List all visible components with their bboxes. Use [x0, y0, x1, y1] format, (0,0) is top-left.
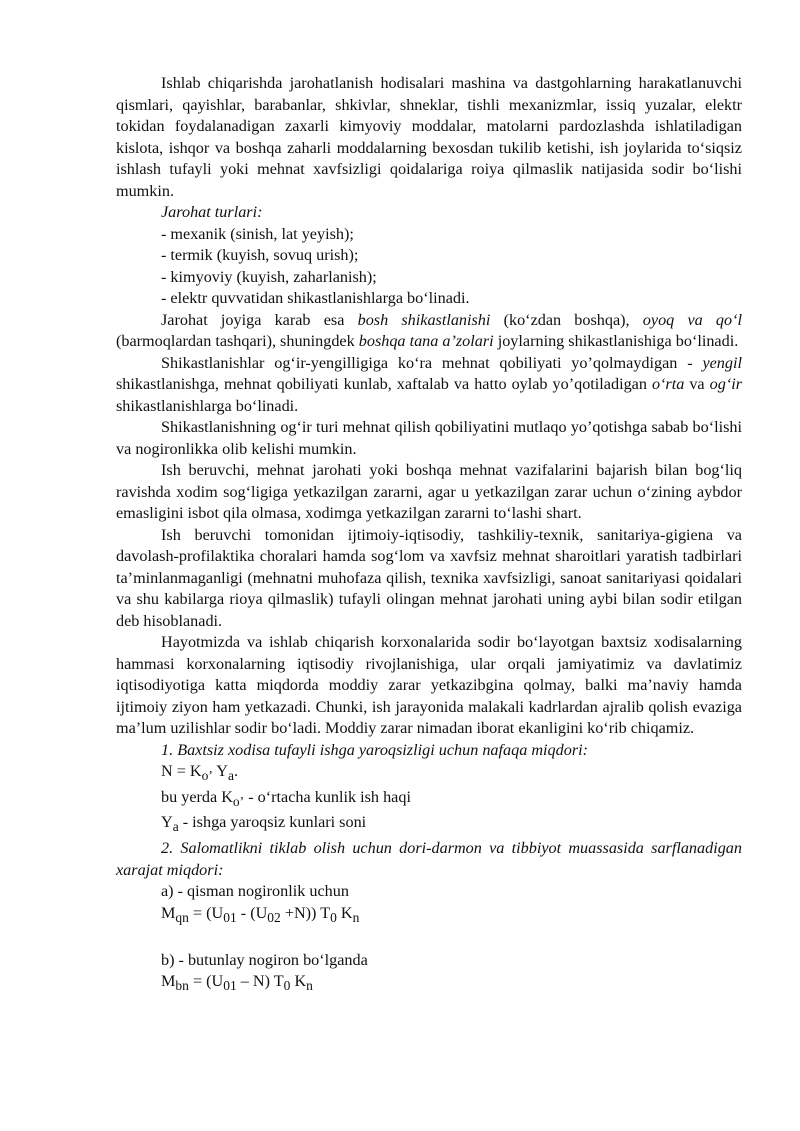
formula-text: M: [161, 972, 176, 991]
formula-subscript: 02: [267, 909, 281, 925]
formula-text: bu yerda K: [161, 787, 233, 806]
text-span: (barmoqlardan tashqari), shuningdek: [116, 332, 359, 350]
formula-text: N = K: [161, 762, 202, 780]
formula-subscript: 01: [223, 978, 237, 994]
formula-definition: [116, 812, 742, 838]
formula-text: .: [234, 762, 239, 780]
italic-term: o‘rta: [651, 375, 685, 393]
formula-subscript: o’: [201, 768, 213, 784]
italic-term: yengil: [702, 353, 742, 372]
formula-subscript: qn: [175, 909, 189, 925]
paragraph-employer-fault: Ish beruvchi tomonidan ijtimoiy-iqtisodiy, tashkiliy-texnik, sanitariya-gigiena va davolash-profilaktika choralari hamda sog‘lom va xavfsiz mehnat sharoitlari yaratish tadbirlari ta’minlanmaganligi (mehnatni muhofaza qilish, texnika xavfsizligi, sanoat sanitariyasi qoidalari va shu kabilarga rioya qilmaslik) tufayli olingan mehnat jarohati uning aybi bilan sodir etilgan deb hisoblanadi.: [116, 525, 742, 630]
formula-text: - ishga yaroqsiz kunlari soni: [178, 813, 367, 832]
italic-term: bosh shikastlanishi: [357, 310, 491, 329]
list-item: - termik (kuyish, sovuq urish);: [161, 246, 359, 264]
text-span: joylarning shikastlanishiga bo‘linadi.: [493, 332, 739, 350]
formula-text: = (U: [188, 903, 224, 922]
text-span: shikastlanishlarga bo‘linadi.: [116, 396, 299, 415]
blank-line: [116, 928, 742, 950]
paragraph-injury-location: [116, 310, 742, 353]
formula-subscript: 0: [330, 909, 337, 925]
formula-text: Y: [212, 762, 228, 780]
paragraph-employer-liability: Ish beruvchi, mehnat jarohati yoki boshqa mehnat vazifalarini bajarish bilan bog‘liq ravishda xodim sog‘ligiga yetkazilgan zararni, agar u yetkazilgan zarar uchun o‘zining aybdor emasligini isbot qila olmasa, xodimga yetkazilgan zararni to‘lashi shart.: [116, 461, 742, 522]
formula-text: M: [161, 903, 176, 922]
formula-text: K: [336, 903, 353, 922]
formula-text: - (U: [236, 903, 268, 922]
formula-partial-disability: [116, 903, 742, 929]
formula-text: – N) T: [236, 972, 284, 991]
formula-benefit: [116, 761, 742, 787]
case-a-label: a) - qisman nogironlik uchun: [161, 882, 349, 901]
paragraph-severe-injury: Shikastlanishning og‘ir turi mehnat qilish qobiliyatini mutlaqo yo’qotishga sabab bo‘lishi va nogironlikka olib kelishi mumkin.: [116, 418, 742, 458]
formula-text: Y: [161, 813, 173, 832]
formula-subscript: a: [228, 768, 234, 784]
injury-types-heading: Jarohat turlari:: [161, 203, 263, 221]
italic-term: og‘ir: [709, 375, 742, 393]
formula-subscript: n: [306, 978, 313, 994]
formula-subscript: o’: [232, 793, 245, 809]
text-span: (ko‘zdan boshqa),: [490, 310, 643, 329]
formula-definition: [116, 787, 742, 813]
formula-subscript: bn: [175, 978, 189, 994]
list-item: - mexanik (sinish, lat yeyish);: [161, 224, 354, 243]
case-b-label: b) - butunlay nogiron bo‘lganda: [161, 950, 368, 969]
formula-text: K: [290, 972, 307, 991]
paragraph-severity: [116, 353, 742, 418]
list-item: - elektr quvvatidan shikastlanishlarga bo‘linadi.: [161, 289, 470, 307]
formula-text: +N)) T: [280, 903, 331, 922]
formula-text: = (U: [188, 972, 224, 991]
paragraph-material-damage: Hayotmizda va ishlab chiqarish korxonalarida sodir bo‘layotgan baxtsiz xodisalarning hammasi korxonalarning iqtisodiy rivojlanishiga, ular orqali jamiyatimiz va davlatimiz iqtisodiyotiga katta miqdorda moddiy zarar yetkazibgina qolmay, balki ma’naviy hamda ijtimoiy ziyon ham yetkazadi. Chunki, ish jarayonida malakali kadrlardan ajralib qolish evaziga ma’lum uzilishlar sodir bo‘ladi. Moddiy zarar nimadan iborat ekanligini ko‘rib chiqamiz.: [116, 633, 742, 737]
italic-term: oyoq va qo‘l: [642, 310, 742, 329]
section-2-heading: 2. Salomatlikni tiklab olish uchun dori-darmon va tibbiyot muassasida sarflanadigan xarajat miqdori:: [116, 839, 742, 879]
formula-full-disability: [116, 971, 742, 997]
text-span: va: [684, 375, 710, 393]
formula-subscript: 01: [223, 909, 237, 925]
italic-term: boshqa tana a’zolari: [358, 332, 494, 350]
text-span: shikastlanishga, mehnat qobiliyati kunlab, xaftalab va hatto oylab yo’qotiladigan: [116, 375, 652, 393]
formula-subscript: 0: [283, 978, 291, 994]
formula-subscript: n: [352, 909, 360, 925]
section-1-heading: 1. Baxtsiz xodisa tufayli ishga yaroqsizligi uchun nafaqa miqdori:: [161, 740, 589, 759]
paragraph-intro: Ishlab chiqarishda jarohatlanish hodisalari mashina va dastgohlarning harakatlanuvchi qismlari, qayishlar, barabanlar, shkivlar, shneklar, tishli mexanizmlar, issiq yuzalar, elektr tokidan foydalanadigan zaxarli kimyoviy moddalar, matolarni pardozlashda ishlatiladigan kislota, ishqor va boshqa zaharli moddalarning bexosdan tukilib ketishi, ish joylarida to‘siqsiz ishlash tufayli yoki mehnat xavfsizligi qoidalariga roiya qilmaslik natijasida sodir bo‘lishi mumkin.: [116, 74, 742, 200]
formula-subscript: a: [172, 819, 179, 835]
text-span: Shikastlanishlar og‘ir-yengilligiga ko‘ra mehnat qobiliyati yo’qolmaydigan -: [161, 353, 703, 372]
list-item: - kimyoviy (kuyish, zaharlanish);: [161, 267, 377, 286]
text-span: Jarohat joyiga karab esa: [161, 310, 358, 329]
formula-text: - o‘rtacha kunlik ish haqi: [244, 787, 411, 806]
